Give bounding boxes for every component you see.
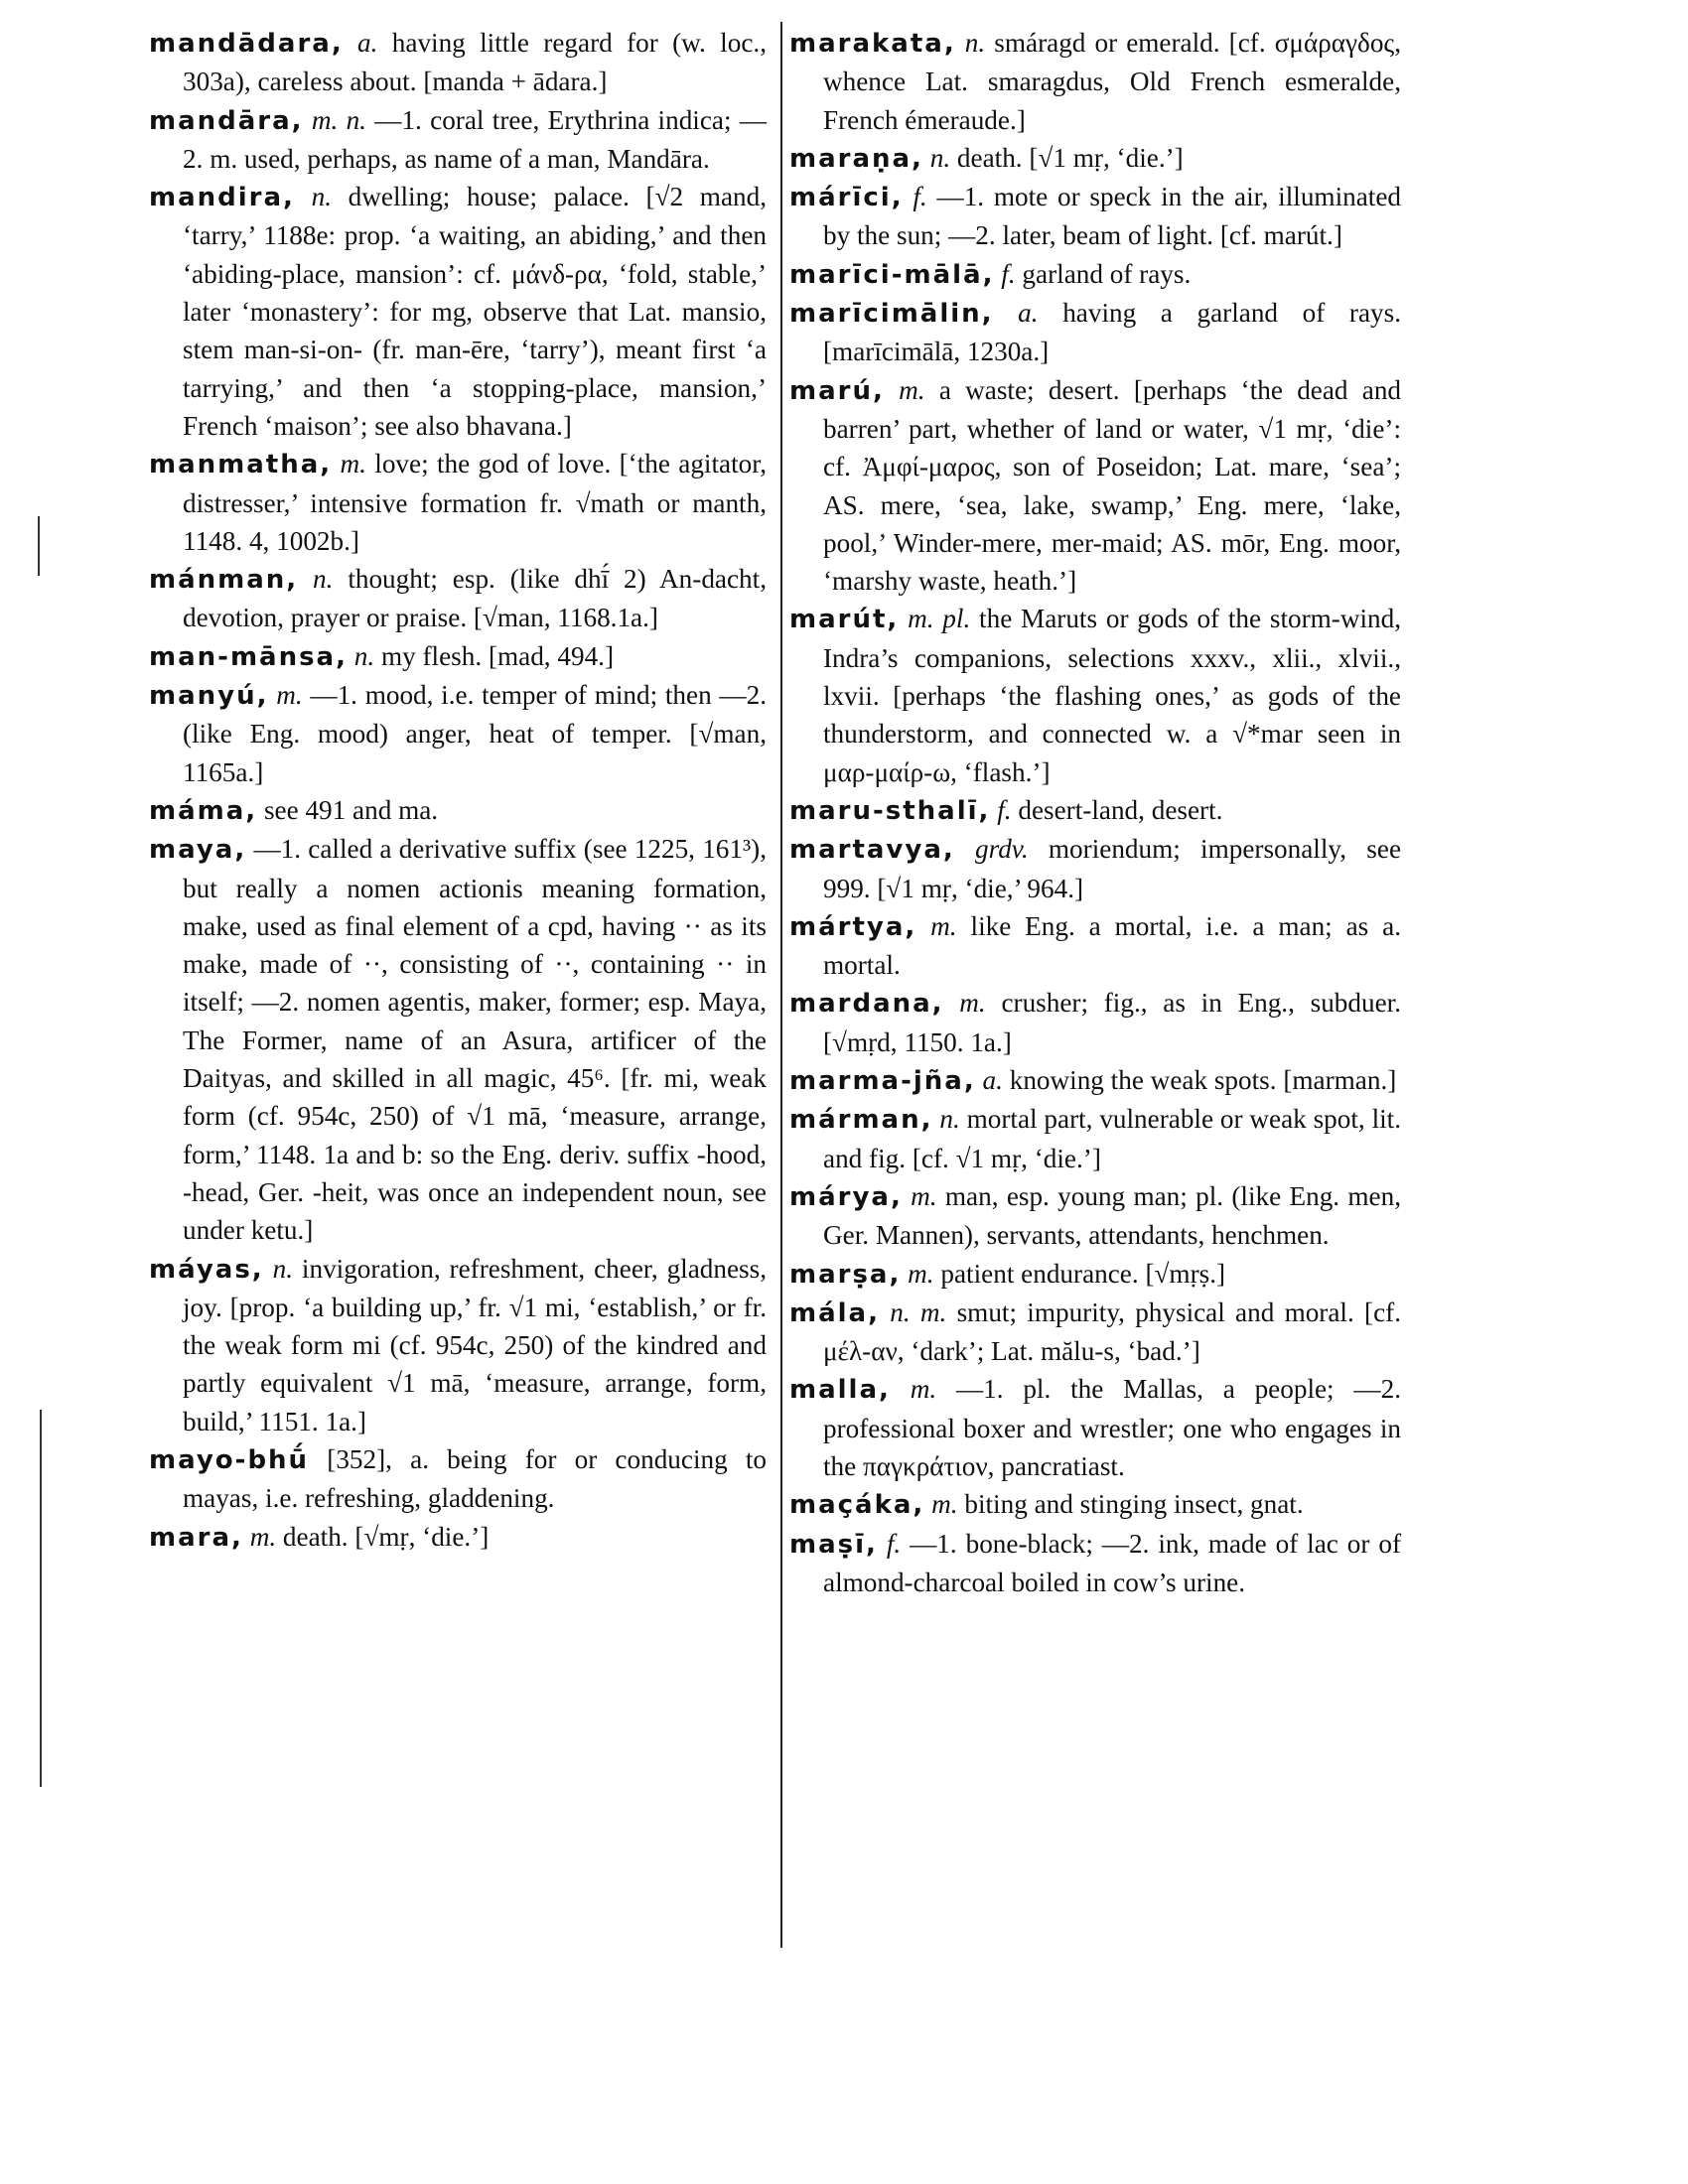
entry-headword: mardana,	[789, 989, 944, 1020]
entry-definition: biting and stinging insect, gnat.	[964, 1489, 1304, 1520]
entry-grammar: m.	[931, 1489, 958, 1520]
dictionary-entry	[789, 907, 1401, 985]
dictionary-entry	[789, 830, 1401, 907]
entry-headword: mártya,	[789, 911, 917, 942]
margin-mark	[38, 516, 40, 576]
dictionary-entry	[149, 1518, 767, 1557]
entry-headword: marīcimālin,	[789, 299, 994, 330]
entry-headword: marakata,	[789, 29, 956, 59]
entry-headword: man-mānsa,	[149, 641, 348, 672]
dictionary-entry	[789, 1061, 1401, 1100]
entry-grammar: m.	[910, 1374, 937, 1405]
entry-definition: like Eng. a mortal, i.e. a man; as a. mortal.	[823, 910, 1402, 981]
entry-grammar: m.	[899, 374, 925, 405]
entry-headword: martavya,	[789, 835, 955, 866]
dictionary-entry	[789, 294, 1401, 371]
dictionary-entry	[789, 24, 1401, 139]
entry-grammar: m.	[340, 449, 366, 479]
entry-grammar: f.	[1001, 258, 1016, 289]
entry-definition: —1. coral tree, Erythrina indica; —2. m. used, perhaps, as name of a man, Mandāra.	[183, 104, 768, 174]
entry-headword: mandāra,	[149, 105, 304, 136]
entry-definition: see 491 and ma.	[263, 794, 439, 825]
entry-definition: thought; esp. (like dhī́ 2) An-dacht, devotion, prayer or praise. [√man, 1168.1a.]	[183, 564, 767, 633]
dictionary-entry	[789, 1294, 1401, 1371]
entry-grammar: n.	[964, 28, 986, 58]
entry-grammar: m.	[930, 910, 957, 941]
entry-grammar: a.	[1018, 298, 1039, 329]
dictionary-entry	[149, 830, 767, 1249]
entry-headword: mandādara,	[149, 29, 344, 59]
entry-headword: manyú,	[149, 681, 269, 712]
entry-headword: márya,	[789, 1181, 903, 1212]
dictionary-entry	[149, 1440, 767, 1518]
entry-definition: knowing the weak spots. [marman.]	[1009, 1065, 1397, 1096]
entry-headword: márīci,	[789, 183, 904, 213]
dictionary-entry	[789, 1177, 1401, 1255]
entry-definition: dwelling; house; palace. [√2 mand, ‘tarry,’ 1188e: prop. ‘a waiting, an abiding,’ and then ‘abiding-place, mansion’: cf. μάνδ-ρα, ‘fold, stable,’ later ‘monastery’: for mg, observe that Lat. mansio, stem man-si-on- (fr. man-ēre, ‘tarry’), meant first ‘a tarrying,’ and then ‘a stopping-place, mansion,’ French ‘maison’; see also bhavana.]	[183, 182, 767, 441]
entry-grammar: f.	[997, 794, 1012, 825]
entry-definition: having little regard for (w. loc., 303a), careless about. [manda + ādara.]	[183, 28, 767, 97]
entry-definition: —1. bone-black; —2. ink, made of lac or of almond-charcoal boiled in cow’s urine.	[823, 1528, 1402, 1597]
entry-headword: mála,	[789, 1297, 880, 1328]
dictionary-entry	[149, 560, 767, 637]
entry-headword: manmatha,	[149, 450, 333, 480]
entry-grammar: m.	[908, 1258, 934, 1289]
entry-definition: patient endurance. [√mṛṣ.]	[940, 1258, 1226, 1289]
dictionary-entry	[149, 178, 767, 445]
dictionary-entry	[789, 1100, 1401, 1177]
dictionary-entry	[149, 791, 767, 830]
entry-grammar: n.	[272, 1253, 293, 1284]
entry-definition: mortal part, vulnerable or weak spot, lit. and fig. [cf. √1 mṛ, ‘die.’]	[823, 1104, 1402, 1173]
dictionary-entry	[789, 1525, 1401, 1602]
entry-grammar: grdv.	[975, 834, 1029, 865]
entry-headword: máma,	[149, 795, 258, 826]
entry-grammar: f.	[886, 1528, 902, 1559]
entry-headword: maçáka,	[789, 1490, 925, 1521]
entry-definition: smut; impurity, physical and moral. [cf. μέλ-αν, ‘dark’; Lat. mălu-s, ‘bad.’]	[823, 1297, 1402, 1367]
entry-definition: love; the god of love. [‘the agitator, distresser,’ intensive formation fr. √math or manth, 1148. 4, 1002b.]	[183, 449, 767, 556]
entry-headword: marṣa,	[789, 1259, 902, 1290]
entry-definition: —1. called a derivative suffix (see 1225, 161³), but really a nomen actionis meaning formation, make, used as final element of a cpd, having ·· as its make, made of ··, consisting of ··, containing ·· in itself; —2. nomen agentis, maker, former; esp. Maya, The Former, name of an Asura, artificer of the Daityas, and skilled in all magic, 45⁶. [fr. mi, weak form (cf. 954c, 250) of √1 mā, ‘measure, arrange, form,’ 1148. 1a and b: so the Eng. deriv. suffix -hood, -head, Ger. -heit, was once an independent noun, see under ketu.]	[183, 834, 767, 1246]
entry-grammar: m. n.	[311, 104, 366, 135]
entry-definition: [352], a. being for or conducing to mayas, i.e. refreshing, gladdening.	[183, 1443, 768, 1514]
entry-headword: máyas,	[149, 1254, 264, 1285]
dictionary-entry	[149, 637, 767, 676]
entry-headword: mandira,	[149, 183, 295, 213]
margin-mark	[40, 1410, 42, 1787]
dictionary-entry	[149, 24, 767, 101]
entry-grammar: m.	[276, 680, 303, 711]
entry-definition: death. [√1 mṛ, ‘die.’]	[956, 142, 1184, 173]
entry-headword: marú,	[789, 375, 885, 406]
dictionary-entry	[789, 178, 1401, 255]
entry-grammar: n.	[313, 564, 334, 595]
dictionary-entry	[149, 1250, 767, 1440]
entry-definition: man, esp. young man; pl. (like Eng. men, Ger. Mannen), servants, attendants, henchmen.	[823, 1180, 1402, 1251]
entry-grammar: f.	[913, 182, 927, 212]
entry-headword: maṣī,	[789, 1529, 878, 1560]
entry-definition: desert-land, desert.	[1018, 794, 1223, 825]
entry-definition: a waste; desert. [perhaps ‘the dead and barren’ part, whether of land or water, √1 mṛ, ‘die’: cf. Ἀμφί-μαρος, son of Poseidon; Lat. mare, ‘sea’; AS. mere, ‘sea, lake, swamp,’ Eng. mere, ‘lake, pool,’ Winder-mere, mer-maid; AS. mōr, Eng. moor, ‘marshy waste, heath.’]	[823, 374, 1402, 597]
entry-grammar: m.	[911, 1180, 937, 1211]
right-column	[789, 24, 1401, 1601]
entry-grammar: n. m.	[890, 1297, 947, 1327]
dictionary-entry	[789, 984, 1401, 1061]
entry-headword: marīci-mālā,	[789, 259, 995, 290]
column-divider	[780, 22, 782, 1948]
dictionary-entry	[789, 255, 1401, 294]
entry-grammar: m. pl.	[908, 604, 971, 634]
dictionary-entry	[789, 1485, 1401, 1524]
left-column	[149, 24, 767, 1557]
dictionary-entry	[149, 101, 767, 179]
entry-headword: márman,	[789, 1105, 933, 1136]
entry-definition: —1. mood, i.e. temper of mind; then —2. (like Eng. mood) anger, heat of temper. [√man, 1165a.]	[183, 680, 767, 787]
entry-definition: crusher; fig., as in Eng., subduer. [√mṛd, 1150. 1a.]	[823, 988, 1402, 1057]
entry-definition: garland of rays.	[1022, 258, 1192, 289]
entry-headword: malla,	[789, 1375, 891, 1406]
entry-grammar: n.	[929, 142, 951, 173]
dictionary-entry	[789, 600, 1401, 790]
entry-definition: my flesh. [mad, 494.]	[380, 640, 615, 671]
entry-headword: marma-jña,	[789, 1066, 976, 1097]
entry-headword: mayo-bhū́	[149, 1444, 310, 1475]
dictionary-entry	[789, 1370, 1401, 1485]
entry-grammar: m.	[959, 988, 986, 1019]
dictionary-entry	[149, 676, 767, 791]
entry-headword: marút,	[789, 605, 900, 635]
dictionary-entry	[789, 791, 1401, 830]
entry-grammar: a.	[982, 1065, 1003, 1096]
entry-definition: invigoration, refreshment, cheer, gladness, joy. [prop. ‘a building up,’ fr. √1 mi, ‘establish,’ or fr. the weak form mi (cf. 954c, 250) of the kindred and partly equivalent √1 mā, ‘measure, arrange, form, build,’ 1151. 1a.]	[183, 1253, 767, 1436]
entry-headword: mara,	[149, 1522, 243, 1553]
entry-grammar: n.	[311, 182, 332, 212]
entry-definition: moriendum; impersonally, see 999. [√1 mṛ, ‘die,’ 964.]	[823, 834, 1402, 903]
entry-definition: —1. pl. the Mallas, a people; —2. professional boxer and wrestler; one who engages in the παγκράτιον, pancratiast.	[823, 1374, 1402, 1481]
entry-headword: mánman,	[149, 565, 299, 596]
entry-grammar: a.	[357, 28, 378, 58]
entry-grammar: n.	[939, 1104, 960, 1135]
dictionary-entry	[789, 139, 1401, 178]
entry-grammar: m.	[249, 1521, 277, 1552]
entry-definition: having a garland of rays. [marīcimālā, 1230a.]	[823, 298, 1402, 367]
dictionary-entry	[789, 371, 1401, 601]
entry-definition: death. [√mṛ, ‘die.’]	[282, 1521, 490, 1552]
entry-definition: smáragd or emerald. [cf. σμάραγδος, whence Lat. smaragdus, Old French esmeralde, French émeraude.]	[823, 28, 1401, 135]
entry-definition: the Maruts or gods of the storm-wind, Indra’s companions, selections xxxv., xlii., xlvii., lxvii. [perhaps ‘the flashing ones,’ as gods of the thunderstorm, and connected w. a √*mar seen in μαρ-μαίρ-ω, ‘flash.’]	[823, 604, 1402, 787]
entry-definition: —1. mote or speck in the air, illuminated by the sun; —2. later, beam of light. [cf. marút.]	[823, 182, 1401, 251]
entry-headword: maraṇa,	[789, 143, 923, 174]
dictionary-entry	[149, 445, 767, 560]
entry-headword: maru-sthalī,	[789, 795, 991, 826]
entry-grammar: n.	[353, 640, 375, 671]
dictionary-entry	[789, 1255, 1401, 1294]
entry-headword: maya,	[149, 835, 247, 866]
